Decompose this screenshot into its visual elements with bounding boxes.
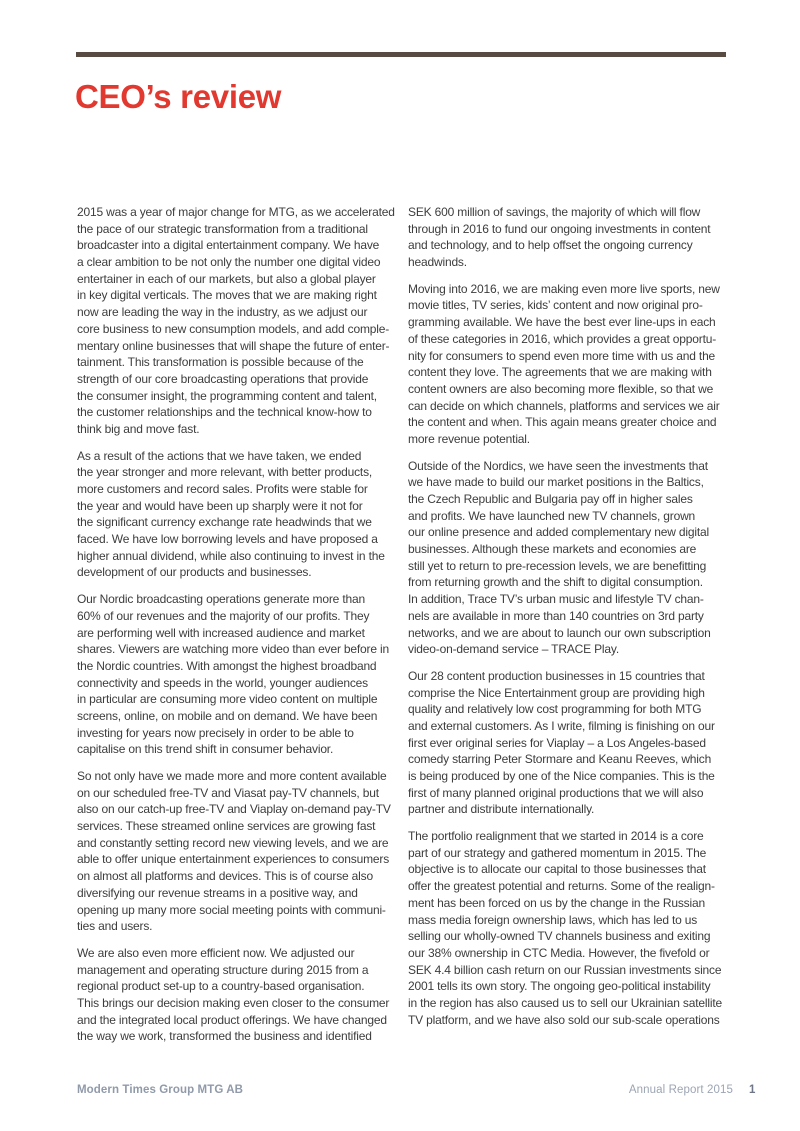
text-line: tainment. This transformation is possible because of the xyxy=(77,355,364,370)
text-line: the year and would have been up sharply were it not for xyxy=(77,498,363,513)
text-line: on our scheduled free-TV and Viasat pay-TV channels, but xyxy=(77,785,379,800)
text-line: SEK 600 million of savings, the majority of which will flow xyxy=(408,205,701,219)
text-line: on almost all platforms and devices. This is of course also xyxy=(77,869,373,884)
text-line: diversifying our revenue streams in a positive way, and xyxy=(77,885,358,900)
text-line: are performing well with increased audience and market xyxy=(77,625,365,640)
text-line: faced. We have low borrowing levels and have proposed a xyxy=(77,532,378,547)
text-line: partner and distribute internationally. xyxy=(408,802,595,817)
paragraph xyxy=(77,204,395,438)
text-line: of these categories in 2016, which provides a great opportu- xyxy=(408,331,717,346)
text-line: a clear ambition to be not only the number one digital video xyxy=(77,255,381,270)
text-line: the significant currency exchange rate headwinds that we xyxy=(77,515,372,530)
text-line: the consumer insight, the programming content and talent, xyxy=(77,388,377,403)
text-line: the year stronger and more relevant, with better products, xyxy=(77,465,373,480)
text-line: We are also even more efficient now. We adjusted our xyxy=(77,945,355,960)
text-line: and the integrated local product offerings. We have changed xyxy=(77,1012,387,1027)
text-line: now are leading the way in the industry, as we adjust our xyxy=(77,305,368,320)
paragraph xyxy=(408,668,726,818)
text-line: strength of our core broadcasting operations that provide xyxy=(77,371,369,386)
text-line: in key digital verticals. The moves that we are making right xyxy=(77,288,377,303)
text-line: objective is to allocate our capital to those businesses that xyxy=(408,862,706,877)
text-line: TV platform, and we have also sold our sub-scale operations xyxy=(408,1012,720,1027)
text-line: we have made to build our market positions in the Baltics, xyxy=(408,475,704,490)
text-line: the content and when. This again means greater choice and xyxy=(408,415,717,430)
text-line: through in 2016 to fund our ongoing investments in content xyxy=(408,221,711,236)
text-line: ties and users. xyxy=(77,919,153,934)
text-line: in particular are consuming more video content on multiple xyxy=(77,692,378,707)
text-line: shares. Viewers are watching more video than ever before in xyxy=(77,642,389,657)
text-line: the pace of our strategic transformation from a traditional xyxy=(77,221,368,236)
text-line: more revenue potential. xyxy=(408,431,530,446)
text-line: The portfolio realignment that we started in 2014 is a core xyxy=(408,829,704,844)
text-line: 2015 was a year of major change for MTG, as we accelerated xyxy=(77,205,395,219)
text-line: video-on-demand service – TRACE Play. xyxy=(408,642,619,657)
text-line: also on our catch-up free-TV and Viaplay on-demand pay-TV xyxy=(77,802,391,817)
paragraph xyxy=(408,458,726,658)
text-line: first of many planned original productions that we will also xyxy=(408,785,704,800)
text-line: ment has been forced on us by the change in the Russian xyxy=(408,895,705,910)
paragraph xyxy=(408,204,726,271)
text-line: development of our products and businesses. xyxy=(77,565,312,580)
paragraph xyxy=(77,768,395,935)
text-line: mentary online businesses that will shape the future of enter- xyxy=(77,338,390,353)
text-line: and technology, and to help offset the ongoing currency xyxy=(408,238,693,253)
text-line: Outside of the Nordics, we have seen the investments that xyxy=(408,458,708,473)
text-line: is being produced by one of the Nice companies. This is the xyxy=(408,769,715,783)
text-line: the customer relationships and the technical know-how to xyxy=(77,405,372,420)
text-line: gramming available. We have the best ever line-ups in each xyxy=(408,315,716,330)
text-line: the Czech Republic and Bulgaria pay off in higher sales xyxy=(408,492,693,506)
text-line: core business to new consumption models, and add comple- xyxy=(77,321,390,336)
text-line: So not only have we made more and more content available xyxy=(77,769,387,783)
text-line: and profits. We have launched new TV channels, grown xyxy=(408,508,696,523)
text-line: This brings our decision making even closer to the consumer xyxy=(77,995,390,1010)
text-line: entertainer in each of our markets, but also a global player xyxy=(77,271,376,286)
text-line: investing for years now precisely in order to be able to xyxy=(77,725,354,740)
text-line: nels are available in more than 140 countries on 3rd party xyxy=(408,608,704,623)
text-line: businesses. Although these markets and economies are xyxy=(408,542,697,557)
paragraph xyxy=(77,448,395,582)
text-line: offer the greatest potential and returns. Some of the realign- xyxy=(408,879,715,894)
text-line: quality and relatively low cost programming for both MTG xyxy=(408,702,702,717)
text-line: content they love. The agreements that we are making with xyxy=(408,365,712,380)
footer-page-number: 1 xyxy=(749,1084,756,1096)
body-column-right xyxy=(408,204,726,1028)
text-line: comprise the Nice Entertainment group are providing high xyxy=(408,685,705,700)
text-line: In addition, Trace TV’s urban music and lifestyle TV chan- xyxy=(408,592,704,607)
text-line: mass media foreign ownership laws, which has led to us xyxy=(408,912,698,927)
text-line: content owners are also becoming more flexible, so that we xyxy=(408,381,714,396)
text-line: in the region has also caused us to sell our Ukrainian satellite xyxy=(408,995,722,1010)
text-line: still yet to return to pre-recession levels, we are benefitting xyxy=(408,558,707,573)
text-line: opening up many more social meeting points with communi- xyxy=(77,902,386,917)
text-line: headwinds. xyxy=(408,255,467,270)
footer-company-name: Modern Times Group MTG AB xyxy=(77,1084,244,1096)
text-line: higher annual dividend, while also continuing to invest in the xyxy=(77,548,385,563)
text-line: screens, online, on mobile and on demand. We have been xyxy=(77,708,378,723)
text-line: Our Nordic broadcasting operations generate more than xyxy=(77,592,365,607)
text-line: comedy starring Peter Stormare and Keanu Reeves, which xyxy=(408,752,712,767)
text-line: the Nordic countries. With amongst the highest broadband xyxy=(77,658,377,673)
text-line: and constantly setting record new viewing levels, and we are xyxy=(77,835,389,850)
footer-report-title: Annual Report 2015 xyxy=(628,1084,733,1096)
text-line: nity for consumers to spend even more time with us and the xyxy=(408,348,716,363)
text-line: Our 28 content production businesses in 15 countries that xyxy=(408,668,705,683)
text-line: selling our wholly-owned TV channels business and exiting xyxy=(408,929,711,944)
text-line: the way we work, transformed the business and identified xyxy=(77,1029,372,1044)
paragraph xyxy=(408,828,726,1028)
text-line: connectivity and speeds in the world, younger audiences xyxy=(77,675,368,690)
text-line: our 38% ownership in CTC Media. However, the fivefold or xyxy=(408,945,710,960)
text-line: first ever original series for Viaplay – a Los Angeles-based xyxy=(408,735,706,750)
text-line: and external customers. As I write, filming is finishing on our xyxy=(408,718,715,733)
text-line: management and operating structure during 2015 from a xyxy=(77,962,369,977)
text-line: networks, and we are about to launch our own subscription xyxy=(408,625,711,640)
text-line: Moving into 2016, we are making even more live sports, new xyxy=(408,281,720,296)
paragraph xyxy=(77,945,395,1045)
text-line: broadcaster into a digital entertainment company. We have xyxy=(77,238,380,253)
text-line: movie titles, TV series, kids’ content and now original pro- xyxy=(408,298,703,313)
text-line: can decide on which channels, platforms and services we air xyxy=(408,398,720,413)
paragraph xyxy=(77,591,395,758)
text-line: think big and move fast. xyxy=(77,421,200,436)
text-line: our online presence and added complementary new digital xyxy=(408,525,709,540)
text-line: SEK 4.4 billion cash return on our Russian investments since xyxy=(408,962,722,977)
text-line: 60% of our revenues and the majority of our profits. They xyxy=(77,608,370,623)
paragraph xyxy=(408,281,726,448)
text-line: from returning growth and the shift to digital consumption. xyxy=(408,575,703,590)
text-line: part of our strategy and gathered momentum in 2015. The xyxy=(408,845,707,860)
page-title: CEO’s review xyxy=(75,78,282,115)
text-line: As a result of the actions that we have taken, we ended xyxy=(77,448,362,463)
text-line: 2001 tells its own story. The ongoing geo-political instability xyxy=(408,979,711,994)
text-line: able to offer unique entertainment experiences to consumers xyxy=(77,852,390,867)
text-line: more customers and record sales. Profits were stable for xyxy=(77,482,368,496)
text-line: regional product set-up to a country-based organisation. xyxy=(77,979,365,994)
text-line: services. These streamed online services are growing fast xyxy=(77,819,376,834)
top-rule xyxy=(76,52,726,57)
body-column-left xyxy=(77,204,395,1045)
text-line: capitalise on this trend shift in consumer behavior. xyxy=(77,742,334,757)
